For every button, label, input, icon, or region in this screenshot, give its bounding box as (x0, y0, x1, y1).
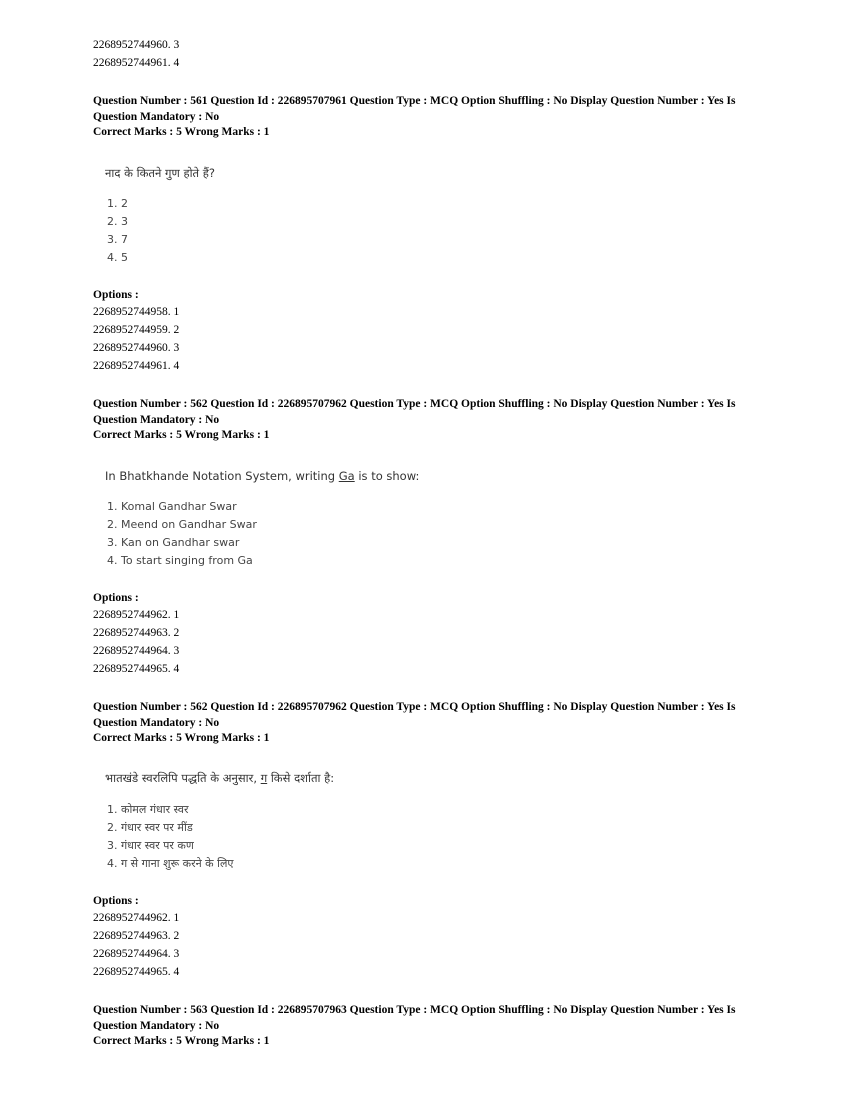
question-marks: Correct Marks : 5 Wrong Marks : 1 (93, 732, 270, 744)
question-header: Question Number : 562 Question Id : 226895707962 Question Type : MCQ Option Shuffling : No Display Question Number : Yes Is Question Mandatory : No (93, 701, 736, 729)
option-row: 2268952744962. 1 (93, 609, 180, 621)
question-choice: 1. कोमल गंधार स्वर (107, 803, 189, 816)
question-header: Question Number : 561 Question Id : 226895707961 Question Type : MCQ Option Shuffling : No Display Question Number : Yes Is Question Mandatory : No (93, 95, 736, 123)
option-row: 2268952744960. 3 (93, 39, 180, 51)
option-row: 2268952744960. 3 (93, 342, 180, 354)
option-row: 2268952744964. 3 (93, 948, 180, 960)
option-row: 2268952744964. 3 (93, 645, 180, 657)
option-row: 2268952744962. 1 (93, 912, 180, 924)
option-row: 2268952744965. 4 (93, 966, 180, 978)
option-row: 2268952744963. 2 (93, 930, 180, 942)
question-choice: 2. 3 (107, 215, 128, 228)
question-text-part: is to show: (354, 469, 420, 483)
option-row: 2268952744963. 2 (93, 627, 180, 639)
question-choice: 3. 7 (107, 233, 128, 246)
question-choice: 3. गंधार स्वर पर कण (107, 839, 194, 852)
question-text: नाद के कितने गुण होते हैं? (105, 166, 215, 180)
question-choice: 4. ग से गाना शुरू करने के लिए (107, 857, 234, 870)
question-header: Question Number : 563 Question Id : 226895707963 Question Type : MCQ Option Shuffling : No Display Question Number : Yes Is Question Mandatory : No (93, 1004, 736, 1032)
question-text (105, 469, 419, 483)
question-choice: 2. Meend on Gandhar Swar (107, 518, 257, 531)
question-header: Question Number : 562 Question Id : 226895707962 Question Type : MCQ Option Shuffling : No Display Question Number : Yes Is Question Mandatory : No (93, 398, 736, 426)
options-label: Options : (93, 289, 139, 301)
question-choice: 2. गंधार स्वर पर मींड (107, 821, 193, 834)
option-row: 2268952744961. 4 (93, 360, 180, 372)
question-choice: 4. 5 (107, 251, 128, 264)
question-text-part: किसे दर्शाता है: (267, 771, 335, 785)
question-marks: Correct Marks : 5 Wrong Marks : 1 (93, 1035, 270, 1047)
options-label: Options : (93, 592, 139, 604)
question-choice: 1. 2 (107, 197, 128, 210)
option-row: 2268952744959. 2 (93, 324, 180, 336)
question-marks: Correct Marks : 5 Wrong Marks : 1 (93, 429, 270, 441)
options-label: Options : (93, 895, 139, 907)
question-text (105, 771, 334, 786)
question-text-underlined: Ga (338, 469, 355, 483)
option-row: 2268952744958. 1 (93, 306, 180, 318)
question-marks: Correct Marks : 5 Wrong Marks : 1 (93, 126, 270, 138)
option-row: 2268952744961. 4 (93, 57, 180, 69)
question-choice: 1. Komal Gandhar Swar (107, 500, 237, 513)
question-choice: 3. Kan on Gandhar swar (107, 536, 240, 549)
question-text-underlined: ग (260, 771, 268, 785)
question-text-part: भातखंडे स्वरलिपि पद्धति के अनुसार, (105, 771, 261, 785)
question-text-part: In Bhatkhande Notation System, writing (105, 469, 339, 483)
question-choice: 4. To start singing from Ga (107, 554, 253, 567)
option-row: 2268952744965. 4 (93, 663, 180, 675)
